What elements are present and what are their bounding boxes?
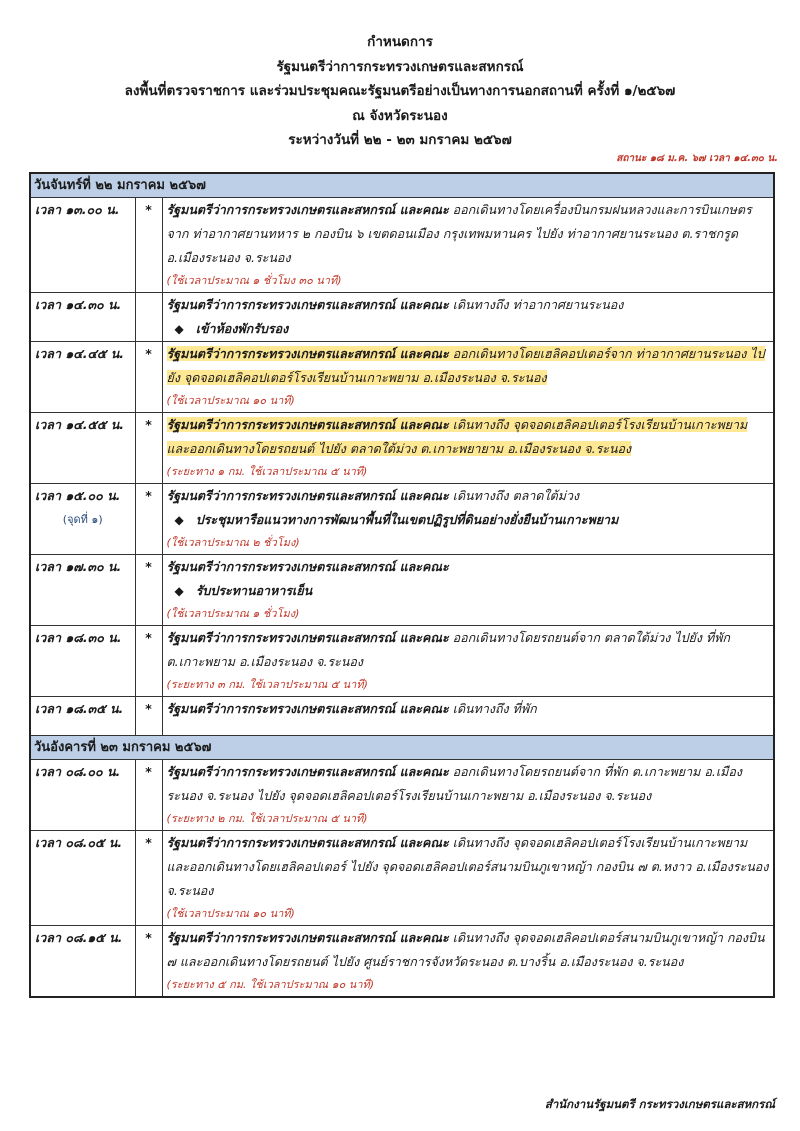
time-label: เวลา ๑๔.๓๐ น. xyxy=(35,297,122,312)
star-marker: * xyxy=(135,760,162,831)
action-text: เดินทางถึง ตลาดใต้ม่วง xyxy=(452,488,580,503)
action-text: ออกเดินทางโดยรถยนต์จาก ตลาดใต้ม่วง ไปยัง ที่พัก ต.เกาะพยาม อ.เมืองระนอง จ.ระนอง xyxy=(166,630,731,669)
time-label: เวลา ๑๔.๔๕ น. xyxy=(35,346,125,361)
description-cell xyxy=(162,760,774,831)
bullet-item xyxy=(167,508,770,532)
day-header: วันอังคารที่ ๒๓ มกราคม ๒๕๖๗ xyxy=(30,736,774,760)
description-text xyxy=(167,559,449,574)
description-text xyxy=(167,297,624,312)
description-text xyxy=(167,202,752,265)
schedule-row xyxy=(30,342,774,413)
header-location: ณ จังหวัดระนอง xyxy=(352,107,448,124)
action-text: ออกเดินทางโดยรถยนต์จาก ที่พัก ต.เกาะพยาม อ.เมืองระนอง จ.ระนอง ไปยัง จุดจอดเฮลิคอปเตอร์โรงเรียนบ้านเกาะพยาม อ.เมืองระนอง จ.ระนอง xyxy=(166,764,742,803)
action-text: เดินทางถึง ท่าอากาศยานระนอง xyxy=(452,297,624,312)
actor-label: รัฐมนตรีว่าการกระทรวงเกษตรและสหกรณ์ และคณะ xyxy=(166,701,449,716)
action-text: เดินทางถึง ที่พัก xyxy=(452,701,537,716)
header-purpose: ลงพื้นที่ตรวจราชการ และร่วมประชุมคณะรัฐมนตรีอย่างเป็นทางการนอกสถานที่ ครั้งที่ ๑/๒๕๖๗ xyxy=(124,83,676,99)
schedule-row xyxy=(30,626,774,697)
status-stamp: สถานะ ๑๘ ม.ค. ๖๗ เวลา ๑๔.๓๐ น. xyxy=(616,153,778,164)
footer-office: สำนักงานรัฐมนตรี กระทรวงเกษตรและสหกรณ์ xyxy=(544,1097,775,1111)
time-label: เวลา ๑๗.๓๐ น. xyxy=(35,559,122,574)
duration-note: (ระยะทาง ๓ กม. ใช้เวลาประมาณ ๕ นาที) xyxy=(166,678,368,691)
star-marker: * xyxy=(135,697,162,736)
time-cell xyxy=(30,926,135,998)
duration-note: (ระยะทาง ๒ กม. ใช้เวลาประมาณ ๕ นาที) xyxy=(166,812,368,825)
description-cell xyxy=(162,413,774,484)
schedule-row xyxy=(30,926,774,998)
description-text xyxy=(167,346,765,385)
action-text: เดินทางถึง จุดจอดเฮลิคอปเตอร์โรงเรียนบ้านเกาะพยาม และออกเดินทางโดยเฮลิคอปเตอร์ ไปยัง จุดจอดเฮลิคอปเตอร์สนามบินภูเขาหญ้า กองบิน ๗ ต.หงาว อ.เมืองระนอง จ.ระนอง xyxy=(166,835,769,898)
time-cell xyxy=(30,697,135,736)
action-text: เดินทางถึง จุดจอดเฮลิคอปเตอร์สนามบินภูเขาหญ้า กองบิน ๗ และออกเดินทางโดยรถยนต์ ไปยัง ศูนย์ราชการจังหวัดระนอง ต.บางริ้น อ.เมืองระนอง จ.ระนอง xyxy=(166,930,765,969)
description-cell xyxy=(162,555,774,626)
description-cell xyxy=(162,484,774,555)
bullet-item xyxy=(167,579,770,603)
star-marker: * xyxy=(135,626,162,697)
star-marker: * xyxy=(135,342,162,413)
time-cell xyxy=(30,342,135,413)
time-label: เวลา ๐๘.๑๕ น. xyxy=(35,930,123,945)
description-cell xyxy=(162,342,774,413)
description-cell xyxy=(162,926,774,998)
duration-note: (ใช้เวลาประมาณ ๑ ชั่วโมง) xyxy=(166,607,300,620)
actor-label: รัฐมนตรีว่าการกระทรวงเกษตรและสหกรณ์ และคณะ xyxy=(166,930,449,945)
bullet-text: เข้าห้องพักรับรอง xyxy=(195,321,289,336)
actor-label: รัฐมนตรีว่าการกระทรวงเกษตรและสหกรณ์ และคณะ xyxy=(166,297,449,312)
diamond-bullet-icon: ◆ xyxy=(174,584,184,598)
time-cell xyxy=(30,484,135,555)
actor-label: รัฐมนตรีว่าการกระทรวงเกษตรและสหกรณ์ และคณะ xyxy=(166,764,449,779)
time-cell xyxy=(30,626,135,697)
description-text xyxy=(167,701,537,716)
action-text: ออกเดินทางโดยเครื่องบินกรมฝนหลวงและการบินเกษตร จาก ท่าอากาศยานทหาร ๒ กองบิน ๖ เขตดอนเมือง กรุงเทพมหานคร ไปยัง ท่าอากาศยานระนอง ต.ราชกรูด อ.เมืองระนอง จ.ระนอง xyxy=(166,202,752,265)
schedule-row xyxy=(30,555,774,626)
actor-label: รัฐมนตรีว่าการกระทรวงเกษตรและสหกรณ์ และคณะ xyxy=(166,630,449,645)
time-cell xyxy=(30,293,135,342)
bullet-text: ประชุมหารือแนวทางการพัฒนาพื้นที่ในเขตปฏิรูปที่ดินอย่างยั่งยืนบ้านเกาะพยาม xyxy=(195,512,619,527)
header-title: กำหนดการ xyxy=(367,34,433,50)
schedule-row xyxy=(30,198,774,293)
description-text xyxy=(167,930,765,969)
time-label: เวลา ๑๘.๓๐ น. xyxy=(35,630,122,645)
time-label: เวลา ๐๘.๐๕ น. xyxy=(35,835,123,850)
time-label: เวลา ๑๘.๓๕ น. xyxy=(35,701,124,716)
description-text xyxy=(167,835,769,898)
description-cell xyxy=(162,293,774,342)
duration-note: (ระยะทาง ๕ กม. ใช้เวลาประมาณ ๑๐ นาที) xyxy=(166,978,375,991)
duration-note: (ใช้เวลาประมาณ ๑๐ นาที) xyxy=(166,394,295,407)
time-label: เวลา ๑๓.๐๐ น. xyxy=(35,202,120,217)
header-minister: รัฐมนตรีว่าการกระทรวงเกษตรและสหกรณ์ xyxy=(276,58,524,75)
schedule-row xyxy=(30,484,774,555)
time-sublabel: (จุดที่ ๑) xyxy=(62,513,103,526)
actor-label: รัฐมนตรีว่าการกระทรวงเกษตรและสหกรณ์ และคณะ xyxy=(166,835,449,850)
description-cell xyxy=(162,697,774,736)
diamond-bullet-icon: ◆ xyxy=(174,513,184,527)
day-header-row xyxy=(30,173,774,198)
diamond-bullet-icon: ◆ xyxy=(174,322,184,336)
time-label: เวลา ๑๕.๐๐ น. xyxy=(35,488,121,503)
duration-note: (ระยะทาง ๑ กม. ใช้เวลาประมาณ ๕ นาที) xyxy=(166,465,368,478)
actor-label: รัฐมนตรีว่าการกระทรวงเกษตรและสหกรณ์ และคณะ xyxy=(166,346,449,361)
description-text xyxy=(167,417,748,456)
description-cell xyxy=(162,198,774,293)
day-header-row xyxy=(30,736,774,760)
duration-note: (ใช้เวลาประมาณ ๑๐ นาที) xyxy=(166,907,295,920)
day-header: วันจันทร์ที่ ๒๒ มกราคม ๒๕๖๗ xyxy=(30,173,774,198)
star-marker xyxy=(135,293,162,342)
description-cell xyxy=(162,831,774,926)
bullet-item xyxy=(167,317,770,341)
actor-label: รัฐมนตรีว่าการกระทรวงเกษตรและสหกรณ์ และคณะ xyxy=(166,417,449,432)
duration-note: (ใช้เวลาประมาณ ๑ ชั่วโมง ๓๐ นาที) xyxy=(166,274,342,287)
schedule-table xyxy=(29,172,775,998)
star-marker: * xyxy=(135,484,162,555)
actor-label: รัฐมนตรีว่าการกระทรวงเกษตรและสหกรณ์ และคณะ xyxy=(166,559,449,574)
star-marker: * xyxy=(135,555,162,626)
schedule-row xyxy=(30,293,774,342)
bullet-text: รับประทานอาหารเย็น xyxy=(195,583,313,598)
description-text xyxy=(167,764,742,803)
schedule-row xyxy=(30,413,774,484)
star-marker: * xyxy=(135,831,162,926)
time-cell xyxy=(30,198,135,293)
action-text: เดินทางถึง จุดจอดเฮลิคอปเตอร์โรงเรียนบ้านเกาะพยาม และออกเดินทางโดยรถยนต์ ไปยัง ตลาดใต้ม่วง ต.เกาะพยายาม อ.เมืองระนอง จ.ระนอง xyxy=(166,417,748,456)
schedule-row xyxy=(30,697,774,736)
document-header xyxy=(0,30,800,153)
description-text xyxy=(167,488,580,503)
time-cell xyxy=(30,760,135,831)
time-cell xyxy=(30,831,135,926)
description-text xyxy=(167,630,731,669)
time-label: เวลา ๑๔.๕๕ น. xyxy=(35,417,125,432)
schedule-row xyxy=(30,760,774,831)
star-marker: * xyxy=(135,413,162,484)
duration-note: (ใช้เวลาประมาณ ๒ ชั่วโมง) xyxy=(166,536,300,549)
star-marker: * xyxy=(135,926,162,998)
actor-label: รัฐมนตรีว่าการกระทรวงเกษตรและสหกรณ์ และคณะ xyxy=(166,202,449,217)
actor-label: รัฐมนตรีว่าการกระทรวงเกษตรและสหกรณ์ และคณะ xyxy=(166,488,449,503)
time-label: เวลา ๐๘.๐๐ น. xyxy=(35,764,121,779)
row-spacer xyxy=(167,721,770,735)
schedule-row xyxy=(30,831,774,926)
star-marker: * xyxy=(135,198,162,293)
time-cell xyxy=(30,555,135,626)
action-text: ออกเดินทางโดยเฮลิคอปเตอร์จาก ท่าอากาศยานระนอง ไปยัง จุดจอดเฮลิคอปเตอร์โรงเรียนบ้านเกาะพยาม อ.เมืองระนอง จ.ระนอง xyxy=(166,346,765,385)
description-cell xyxy=(162,626,774,697)
header-dates: ระหว่างวันที่ ๒๒ - ๒๓ มกราคม ๒๕๖๗ xyxy=(288,132,512,148)
time-cell xyxy=(30,413,135,484)
